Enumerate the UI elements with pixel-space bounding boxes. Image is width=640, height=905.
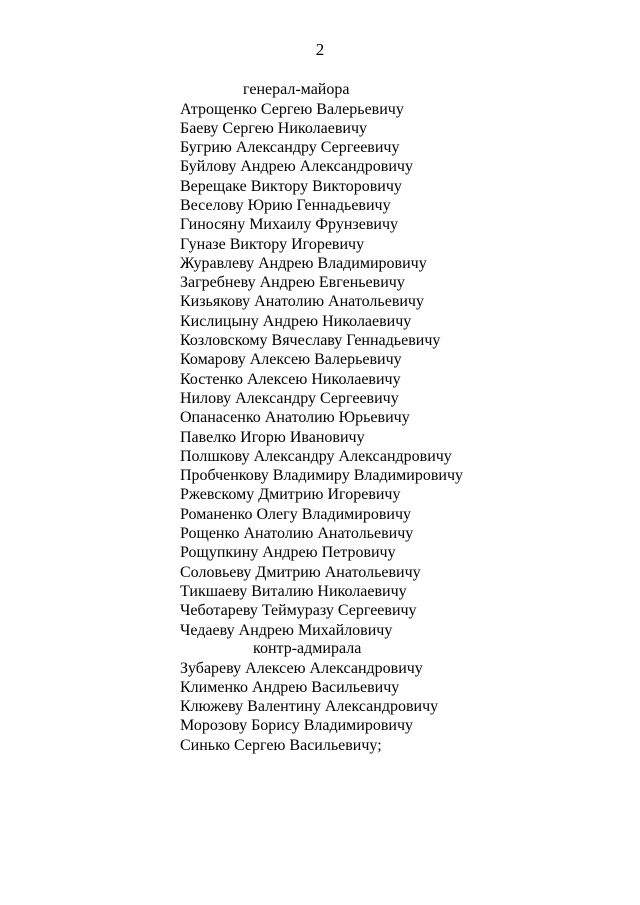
- list-item-name: Синько Сергею Васильевичу;: [180, 736, 382, 754]
- list-item-name: Соловьеву Дмитрию Анатольевичу: [180, 563, 421, 581]
- list-item-name: Зубареву Алексею Александровичу: [180, 659, 423, 677]
- rank-heading-rear-admiral: контр-адмирала: [253, 640, 362, 657]
- rank-heading-major-general: генерал-майора: [243, 81, 350, 98]
- list-item-name: Баеву Сергею Николаевичу: [180, 119, 367, 137]
- list-item-name: Опанасенко Анатолию Юрьевичу: [180, 409, 410, 427]
- list-item-name: Костенко Алексею Николаевичу: [180, 370, 401, 388]
- list-item-name: Журавлеву Андрею Владимировичу: [180, 254, 427, 272]
- list-item-name: Веселову Юрию Геннадьевичу: [180, 196, 391, 214]
- list-item-name: Пробченкову Владимиру Владимировичу: [180, 467, 464, 485]
- list-item-name: Загребневу Андрею Евгеньевичу: [180, 274, 405, 292]
- page-number: 2: [315, 40, 325, 59]
- list-item-name: Кислицыну Андрею Николаевичу: [180, 312, 412, 330]
- list-item-name: Павелко Игорю Ивановичу: [180, 428, 365, 446]
- list-item-name: Бугрию Александру Сергеевичу: [180, 139, 400, 157]
- name-list-major-general: [180, 100, 463, 640]
- list-item-name: Гиносяну Михаилу Фрунзевичу: [180, 216, 398, 234]
- list-item-name: Клюжеву Валентину Александровичу: [180, 698, 439, 716]
- list-item-name: Рощупкину Андрею Петровичу: [180, 544, 396, 562]
- list-item-name: Чеботареву Теймуразу Сергеевичу: [180, 602, 417, 620]
- list-item-name: Чедаеву Андрею Михайловичу: [180, 621, 393, 639]
- list-item-name: Буйлову Андрею Александровичу: [180, 158, 413, 176]
- list-item-name: Атрощенко Сергею Валерьевичу: [180, 100, 404, 118]
- list-item-name: Нилову Александру Сергеевичу: [180, 389, 399, 407]
- list-item-name: Морозову Борису Владимировичу: [180, 717, 414, 735]
- list-item-name: Верещаке Виктору Викторовичу: [180, 177, 402, 195]
- list-item-name: Тикшаеву Виталию Николаевичу: [180, 582, 407, 600]
- list-item-name: Козловскому Вячеславу Геннадьевичу: [180, 332, 441, 350]
- list-item-name: Полшкову Александру Александровичу: [180, 447, 452, 465]
- list-item-name: Гуназе Виктору Игоревичу: [180, 235, 365, 253]
- list-item-name: Комарову Алексею Валерьевичу: [180, 351, 402, 369]
- list-item-name: Клименко Андрею Васильевичу: [180, 678, 400, 696]
- name-list-rear-admiral: [180, 659, 438, 755]
- list-item-name: Романенко Олегу Владимировичу: [180, 505, 412, 523]
- list-item-name: Кизьякову Анатолию Анатольевичу: [180, 293, 424, 311]
- list-item-name: Рощенко Анатолию Анатольевичу: [180, 525, 414, 543]
- list-item-name: Ржевскому Дмитрию Игоревичу: [180, 486, 401, 504]
